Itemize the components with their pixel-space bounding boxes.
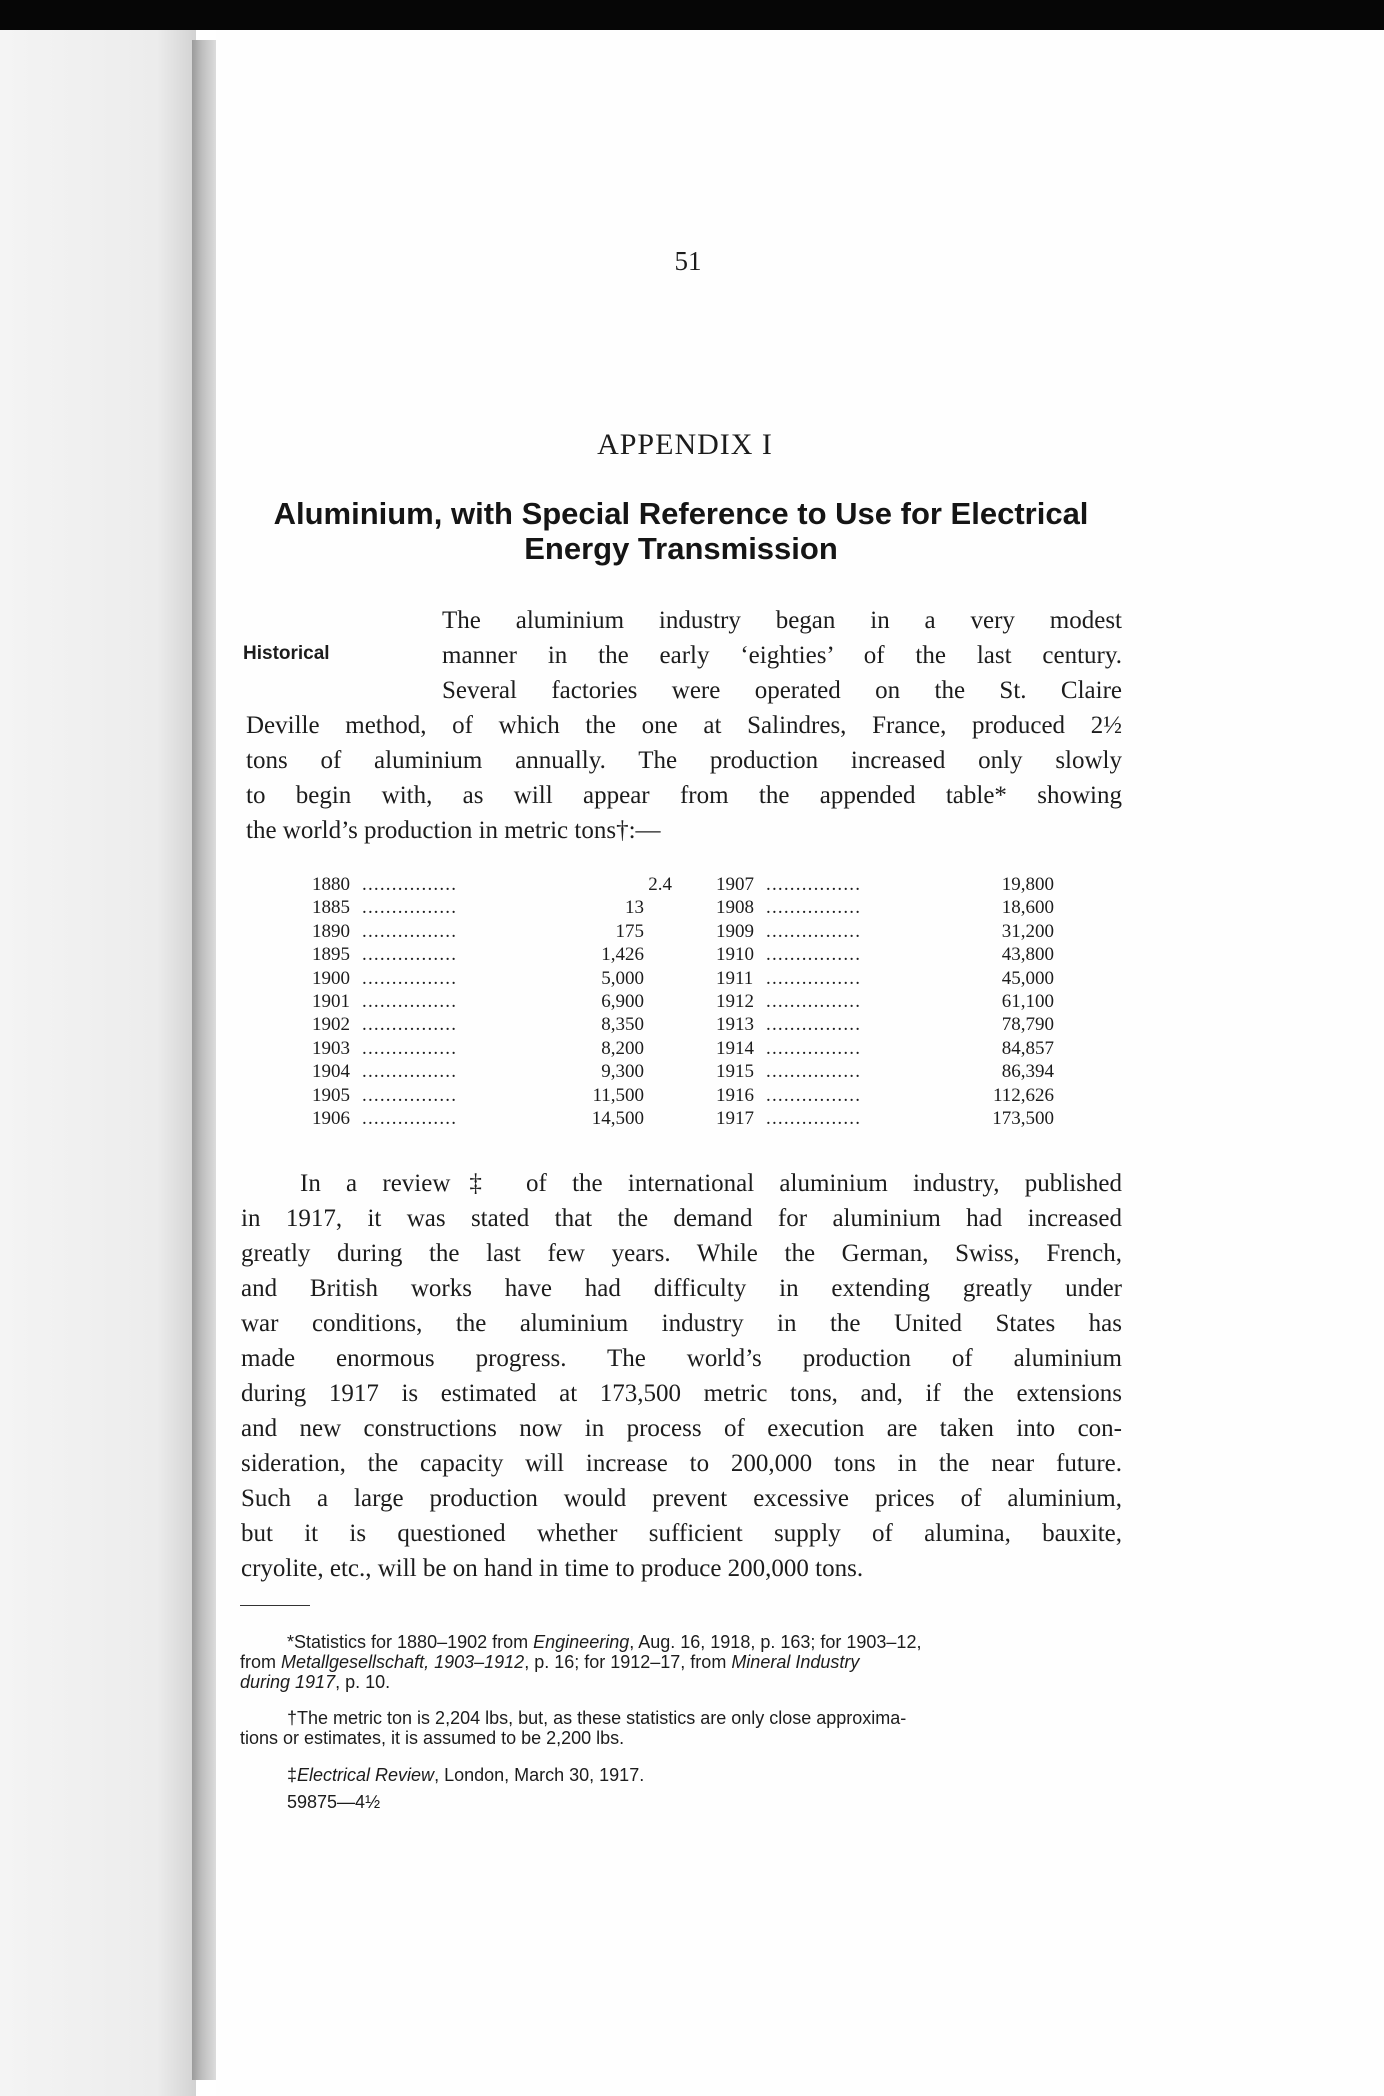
table-leader: ................ bbox=[362, 967, 458, 989]
table-year: 1890 bbox=[312, 920, 350, 942]
table-leader: ................ bbox=[766, 1014, 862, 1036]
table-value: 31,200 bbox=[1001, 920, 1054, 942]
footnote-dagger-line-2: tions or estimates, it is assumed to be 2,200 lbs. bbox=[240, 1728, 625, 1748]
paragraph2-line: war conditions, the aluminium industry in the United States has bbox=[241, 1310, 1122, 1337]
production-table-left bbox=[312, 873, 672, 1130]
table-leader: ................ bbox=[766, 990, 862, 1012]
table-value: 11,500 bbox=[592, 1084, 644, 1106]
table-row bbox=[716, 1060, 1054, 1083]
appendix-heading: APPENDIX I bbox=[597, 428, 773, 461]
table-leader: ................ bbox=[362, 1061, 458, 1083]
table-year: 1903 bbox=[312, 1037, 350, 1059]
footnote-star-line-3: during 1917, p. 10. bbox=[240, 1672, 391, 1692]
table-value: 8,350 bbox=[601, 1014, 644, 1036]
table-value: 8,200 bbox=[601, 1037, 644, 1059]
table-value: 18,600 bbox=[1001, 897, 1054, 919]
table-leader: ................ bbox=[766, 1037, 862, 1059]
table-value: 2.4 bbox=[648, 874, 672, 895]
footnote-rule bbox=[240, 1605, 310, 1606]
table-row bbox=[312, 896, 672, 919]
paragraph1-line: Several factories were operated on the St. Claire bbox=[442, 677, 1122, 704]
paragraph2-line: greatly during the last few years. While the German, Swiss, French, bbox=[241, 1240, 1122, 1267]
book-spine-shadow bbox=[192, 40, 216, 2080]
main-title-line-1: Aluminium, with Special Reference to Use for Electrical bbox=[273, 496, 1089, 531]
paragraph2-line: made enormous progress. The world’s production of aluminium bbox=[241, 1345, 1122, 1372]
page-number: 51 bbox=[674, 246, 702, 276]
paragraph2-line: and British works have had difficulty in extending greatly under bbox=[241, 1275, 1122, 1302]
table-leader: ................ bbox=[766, 874, 862, 895]
table-row bbox=[716, 873, 1054, 896]
main-title-line-2: Energy Transmission bbox=[524, 531, 838, 566]
paragraph2-line: cryolite, etc., will be on hand in time to produce 200,000 tons. bbox=[241, 1555, 864, 1582]
table-year: 1908 bbox=[716, 897, 754, 919]
table-row bbox=[312, 943, 672, 966]
table-leader: ................ bbox=[362, 990, 458, 1012]
table-value: 112,626 bbox=[992, 1084, 1054, 1106]
table-leader: ................ bbox=[362, 944, 458, 966]
table-leader: ................ bbox=[766, 1061, 862, 1083]
table-year: 1912 bbox=[716, 990, 754, 1012]
table-year: 1880 bbox=[312, 874, 350, 895]
footnote-ddagger: ‡Electrical Review, London, March 30, 1917. bbox=[287, 1765, 645, 1785]
table-row bbox=[716, 1037, 1054, 1060]
table-leader: ................ bbox=[362, 874, 458, 895]
table-year: 1906 bbox=[312, 1107, 350, 1129]
table-leader: ................ bbox=[766, 944, 862, 966]
table-value: 1,426 bbox=[601, 944, 644, 966]
table-leader: ................ bbox=[766, 920, 862, 942]
table-year: 1915 bbox=[716, 1061, 754, 1083]
table-row bbox=[312, 873, 672, 896]
table-row bbox=[716, 1107, 1054, 1130]
table-year: 1910 bbox=[716, 944, 754, 966]
table-value: 43,800 bbox=[1001, 944, 1054, 966]
table-row bbox=[716, 920, 1054, 943]
table-leader: ................ bbox=[766, 1107, 862, 1129]
paragraph1-line: the world’s production in metric tons†:— bbox=[246, 817, 661, 844]
footnote-star-line-1: *Statistics for 1880–1902 from Engineering, Aug. 16, 1918, p. 163; for 1903–12, bbox=[287, 1632, 922, 1652]
table-value: 45,000 bbox=[1001, 967, 1054, 989]
table-leader: ................ bbox=[362, 1014, 458, 1036]
paragraph2-line: sideration, the capacity will increase to 200,000 tons in the near future. bbox=[241, 1450, 1122, 1477]
table-year: 1885 bbox=[312, 897, 350, 919]
facing-page-edge bbox=[0, 30, 196, 2096]
paragraph2-line: during 1917 is estimated at 173,500 metric tons, and, if the extensions bbox=[241, 1380, 1122, 1407]
table-value: 19,800 bbox=[1001, 874, 1054, 895]
paragraph1-line: Deville method, of which the one at Salindres, France, produced 2½ bbox=[246, 712, 1122, 739]
table-row bbox=[312, 1084, 672, 1107]
table-row bbox=[312, 990, 672, 1013]
table-leader: ................ bbox=[362, 1084, 458, 1106]
table-year: 1900 bbox=[312, 967, 350, 989]
table-year: 1909 bbox=[716, 920, 754, 942]
table-leader: ................ bbox=[362, 897, 458, 919]
table-leader: ................ bbox=[766, 967, 862, 989]
paragraph2-line: and new constructions now in process of execution are taken into con- bbox=[241, 1415, 1122, 1442]
table-leader: ................ bbox=[766, 1084, 862, 1106]
table-row bbox=[716, 967, 1054, 990]
side-note-historical: Historical bbox=[243, 643, 330, 664]
paragraph2-line: but it is questioned whether sufficient supply of alumina, bauxite, bbox=[241, 1520, 1122, 1547]
printer-signature: 59875—4½ bbox=[287, 1792, 381, 1812]
scan-top-border bbox=[0, 0, 1384, 30]
table-year: 1901 bbox=[312, 990, 350, 1012]
table-row bbox=[312, 1060, 672, 1083]
table-year: 1913 bbox=[716, 1014, 754, 1036]
table-year: 1905 bbox=[312, 1084, 350, 1106]
table-year: 1902 bbox=[312, 1014, 350, 1036]
table-year: 1907 bbox=[716, 874, 754, 895]
table-row bbox=[312, 920, 672, 943]
table-year: 1916 bbox=[716, 1084, 754, 1106]
table-row bbox=[312, 1107, 672, 1130]
paragraph2-line: In a review‡ of the international aluminium industry, published bbox=[300, 1170, 1122, 1197]
table-year: 1895 bbox=[312, 944, 350, 966]
table-value: 9,300 bbox=[601, 1061, 644, 1083]
paragraph2-line: in 1917, it was stated that the demand for aluminium had increased bbox=[241, 1205, 1122, 1232]
footnote-dagger-line-1: †The metric ton is 2,204 lbs, but, as these statistics are only close approxima- bbox=[287, 1708, 907, 1728]
footnote-star-line-2: from Metallgesellschaft, 1903–1912, p. 16; for 1912–17, from Mineral Industry bbox=[240, 1652, 860, 1672]
paragraph1-line: The aluminium industry began in a very modest bbox=[442, 607, 1122, 634]
table-value: 86,394 bbox=[1001, 1061, 1054, 1083]
production-table-right bbox=[716, 873, 1054, 1130]
table-row bbox=[716, 896, 1054, 919]
table-row bbox=[312, 1037, 672, 1060]
table-row bbox=[312, 1013, 672, 1036]
table-value: 173,500 bbox=[992, 1107, 1054, 1129]
table-value: 61,100 bbox=[1001, 990, 1054, 1012]
table-row bbox=[716, 943, 1054, 966]
main-title bbox=[240, 496, 1122, 566]
table-year: 1914 bbox=[716, 1037, 754, 1059]
table-row bbox=[716, 1013, 1054, 1036]
paragraph2-line: Such a large production would prevent excessive prices of aluminium, bbox=[241, 1485, 1122, 1512]
paragraph1-line: manner in the early ‘eighties’ of the last century. bbox=[442, 642, 1122, 669]
table-value: 78,790 bbox=[1001, 1014, 1054, 1036]
table-row bbox=[312, 967, 672, 990]
table-value: 14,500 bbox=[591, 1107, 644, 1129]
table-year: 1904 bbox=[312, 1061, 350, 1083]
table-value: 84,857 bbox=[1001, 1037, 1054, 1059]
table-leader: ................ bbox=[362, 920, 458, 942]
table-year: 1911 bbox=[716, 967, 754, 989]
paragraph1-line: tons of aluminium annually. The production increased only slowly bbox=[246, 747, 1122, 774]
table-leader: ................ bbox=[362, 1037, 458, 1059]
table-value: 13 bbox=[625, 897, 644, 919]
table-year: 1917 bbox=[716, 1107, 754, 1129]
table-row bbox=[716, 990, 1054, 1013]
table-value: 175 bbox=[615, 920, 644, 942]
table-row bbox=[716, 1084, 1054, 1107]
table-value: 5,000 bbox=[601, 967, 644, 989]
table-leader: ................ bbox=[766, 897, 862, 919]
table-leader: ................ bbox=[362, 1107, 458, 1129]
table-value: 6,900 bbox=[601, 990, 644, 1012]
paragraph1-line: to begin with, as will appear from the appended table* showing bbox=[246, 782, 1122, 809]
